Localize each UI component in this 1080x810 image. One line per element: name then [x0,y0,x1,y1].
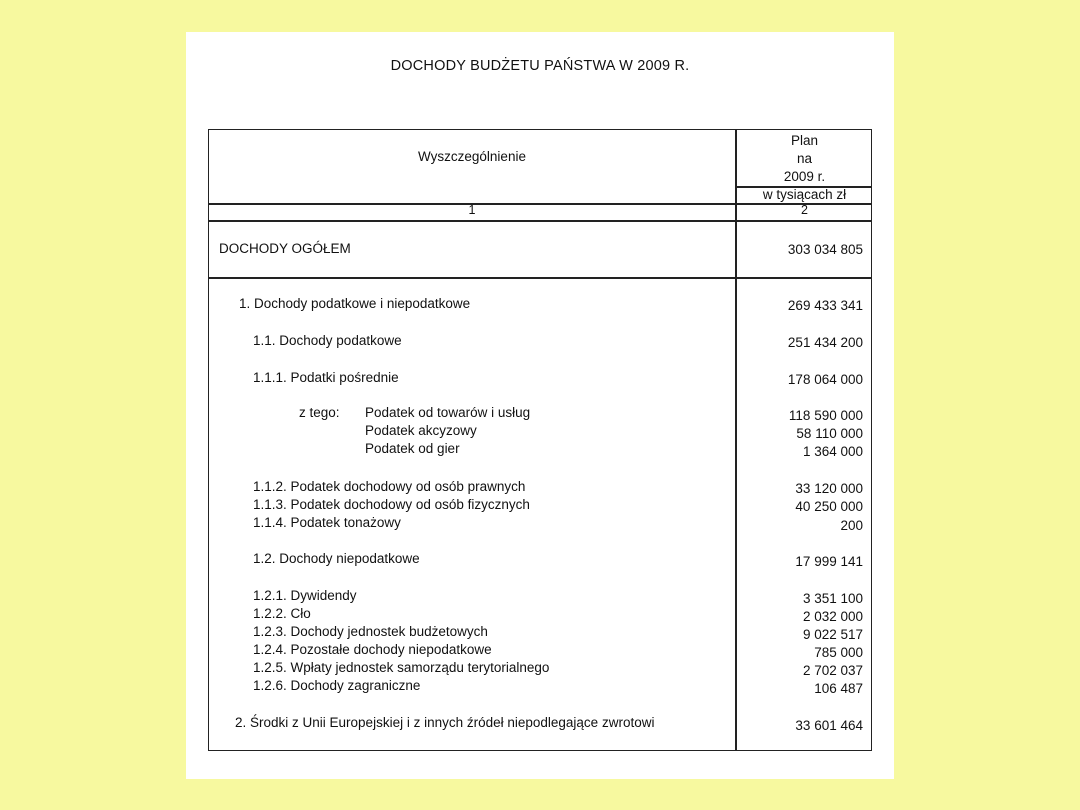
row-label: 1.2. Dochody niepodatkowe [253,551,420,566]
colnum-divider [209,220,871,222]
row-value: 9 022 517 [802,627,863,642]
row-value: 251 434 200 [787,335,863,350]
row-value: 33 120 000 [795,481,863,496]
row-value: 1 364 000 [802,444,863,459]
row-value: 200 [840,518,863,533]
row-value: 2 702 037 [802,663,863,678]
row-value: 3 351 100 [802,591,863,606]
row-value: 178 064 000 [787,372,863,387]
row-label: 1.2.3. Dochody jednostek budżetowych [253,624,488,639]
row-label: 1.2.6. Dochody zagraniczne [253,678,421,693]
row-value: 106 487 [814,681,863,696]
header-description: Wyszczególnienie [418,149,526,164]
row-label: 2. Środki z Unii Europejskiej i z innych źródeł niepodlegające zwrotowi [235,715,655,730]
row-label: 1.1.4. Podatek tonażowy [253,515,401,530]
row-label: 1.2.2. Cło [253,606,311,621]
column-number-2: 2 [801,203,808,217]
row-total-label: DOCHODY OGÓŁEM [219,241,351,256]
row-value: 33 601 464 [795,718,863,733]
row-label: 1.1. Dochody podatkowe [253,333,402,348]
row-label: 1.1.1. Podatki pośrednie [253,370,399,385]
document-page [186,32,894,779]
column-divider [735,130,737,750]
header-plan-na: na [796,151,813,166]
document-title: DOCHODY BUDŻETU PAŃSTWA W 2009 R. [390,58,690,74]
row-label: Podatek od gier [365,441,460,456]
row-label: Podatek od towarów i usług [365,405,531,420]
row-total-value: 303 034 805 [787,242,863,257]
row-label: 1. Dochody podatkowe i niepodatkowe [239,296,471,311]
header-unit: w tysiącach zł [762,187,847,202]
row-value: 269 433 341 [787,298,863,313]
row-value: 118 590 000 [788,408,863,423]
column-number-1: 1 [468,203,476,217]
row-value: 17 999 141 [795,554,863,569]
row-label: Podatek akcyzowy [365,423,477,438]
row-value: 40 250 000 [795,499,863,514]
row-label: 1.2.5. Wpłaty jednostek samorządu terytorialnego [253,660,550,675]
row-label: 1.1.3. Podatek dochodowy od osób fizycznych [253,497,530,512]
row-value: 2 032 000 [802,609,863,624]
row-value: 58 110 000 [796,426,863,441]
row-label: 1.2.1. Dywidendy [253,588,357,603]
row-prefix: z tego: [299,405,340,420]
row-value: 785 000 [814,645,863,660]
row-label: 1.1.2. Podatek dochodowy od osób prawnych [253,479,526,494]
budget-table [208,129,872,751]
row-label: 1.2.4. Pozostałe dochody niepodatkowe [253,642,492,657]
total-divider [209,277,871,279]
header-plan: Plan [790,133,819,148]
header-plan-year: 2009 r. [783,169,826,184]
